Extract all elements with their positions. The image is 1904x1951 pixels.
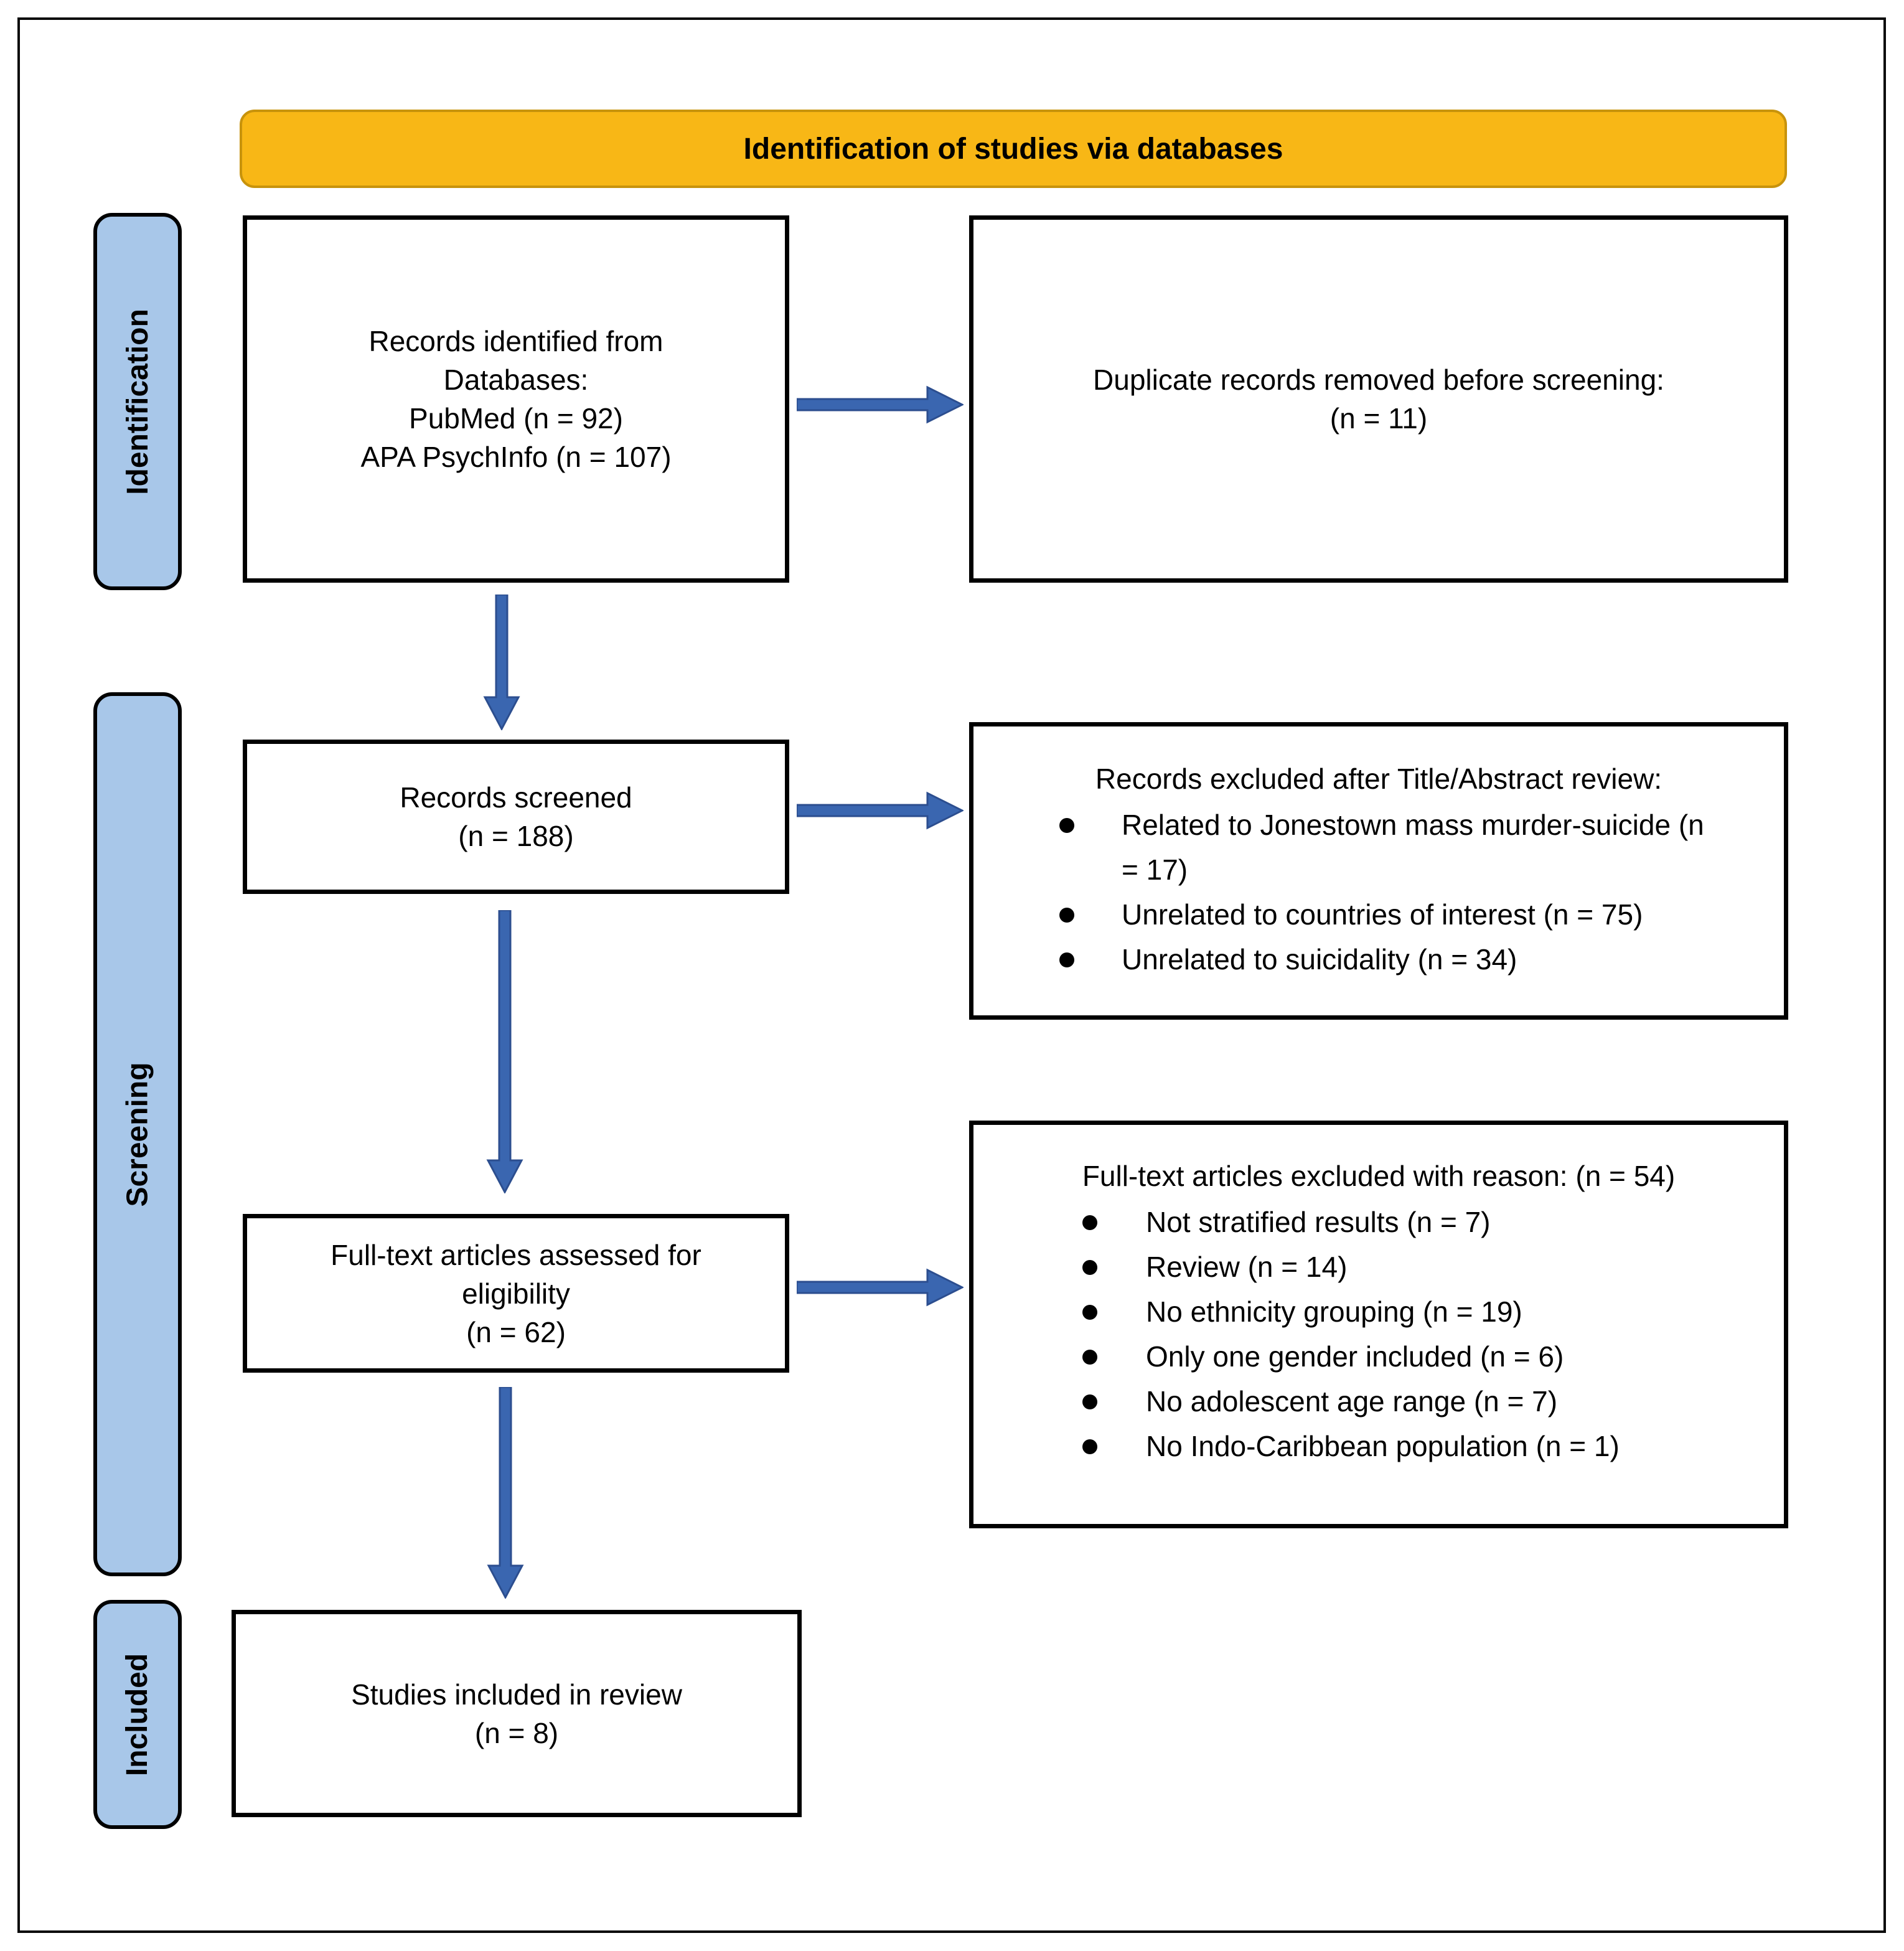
box-fulltext-excluded [969,1121,1788,1528]
banner-identification-of-studies [240,110,1787,188]
exclusion-reason-item: Related to Jonestown mass murder-suicide (n = 17) [1054,802,1714,892]
box-records-excluded [969,722,1788,1020]
exclusion-reason-item: Not stratified results (n = 7) [1076,1200,1730,1244]
exclusion-reason-item: Review (n = 14) [1076,1244,1730,1289]
box-records-screened [243,740,789,894]
box-line: APA PsychInfo (n = 107) [360,441,672,473]
stage-included [93,1600,182,1829]
box-fulltext-assessed [243,1214,789,1373]
exclusion-title: Full-text articles excluded with reason: (n = 54) [1082,1160,1676,1192]
box-duplicates-removed [969,215,1788,583]
exclusion-reason-list [1054,802,1714,982]
box-line: (n = 62) [466,1315,566,1348]
box-line: Records screened [400,781,632,814]
box-line: Records identified from [368,325,664,357]
exclusion-reason-item: No ethnicity grouping (n = 19) [1076,1289,1730,1334]
box-line: (n = 11) [1330,402,1428,435]
box-line: Databases: [443,364,589,396]
arrow-fulltext-to-excluded [797,1266,964,1309]
box-records-identified [243,215,789,583]
exclusion-title: Records excluded after Title/Abstract review: [1095,763,1662,795]
box-line: Duplicate records removed before screening: [1093,364,1664,396]
arrow-identified-to-duplicates [797,383,964,426]
box-line: PubMed (n = 92) [409,402,623,435]
box-line: eligibility [462,1277,570,1310]
box-line: (n = 8) [474,1716,559,1749]
stage-screening [93,692,182,1576]
stage-screening-label: Screening [121,1061,154,1207]
stage-identification-label: Identification [121,308,154,495]
stage-included-label: Included [121,1653,154,1776]
box-studies-included [232,1610,802,1817]
box-line: Studies included in review [351,1678,682,1711]
exclusion-reason-item: Unrelated to countries of interest (n = 75) [1054,892,1714,937]
arrow-screened-to-excluded [797,789,964,832]
arrow-identified-to-screened [480,595,523,730]
exclusion-reason-item: Only one gender included (n = 6) [1076,1334,1730,1379]
exclusion-reason-item: No Indo-Caribbean population (n = 1) [1076,1424,1730,1469]
exclusion-reason-item: Unrelated to suicidality (n = 34) [1054,937,1714,982]
banner-label: Identification of studies via databases [743,132,1283,166]
arrow-fulltext-to-included [484,1387,527,1599]
box-line: (n = 188) [458,820,574,852]
exclusion-reason-list [1076,1200,1730,1469]
box-line: Full-text articles assessed for [331,1238,701,1271]
arrow-screened-to-fulltext [483,910,527,1193]
stage-identification [93,213,182,590]
exclusion-reason-item: No adolescent age range (n = 7) [1076,1379,1730,1424]
